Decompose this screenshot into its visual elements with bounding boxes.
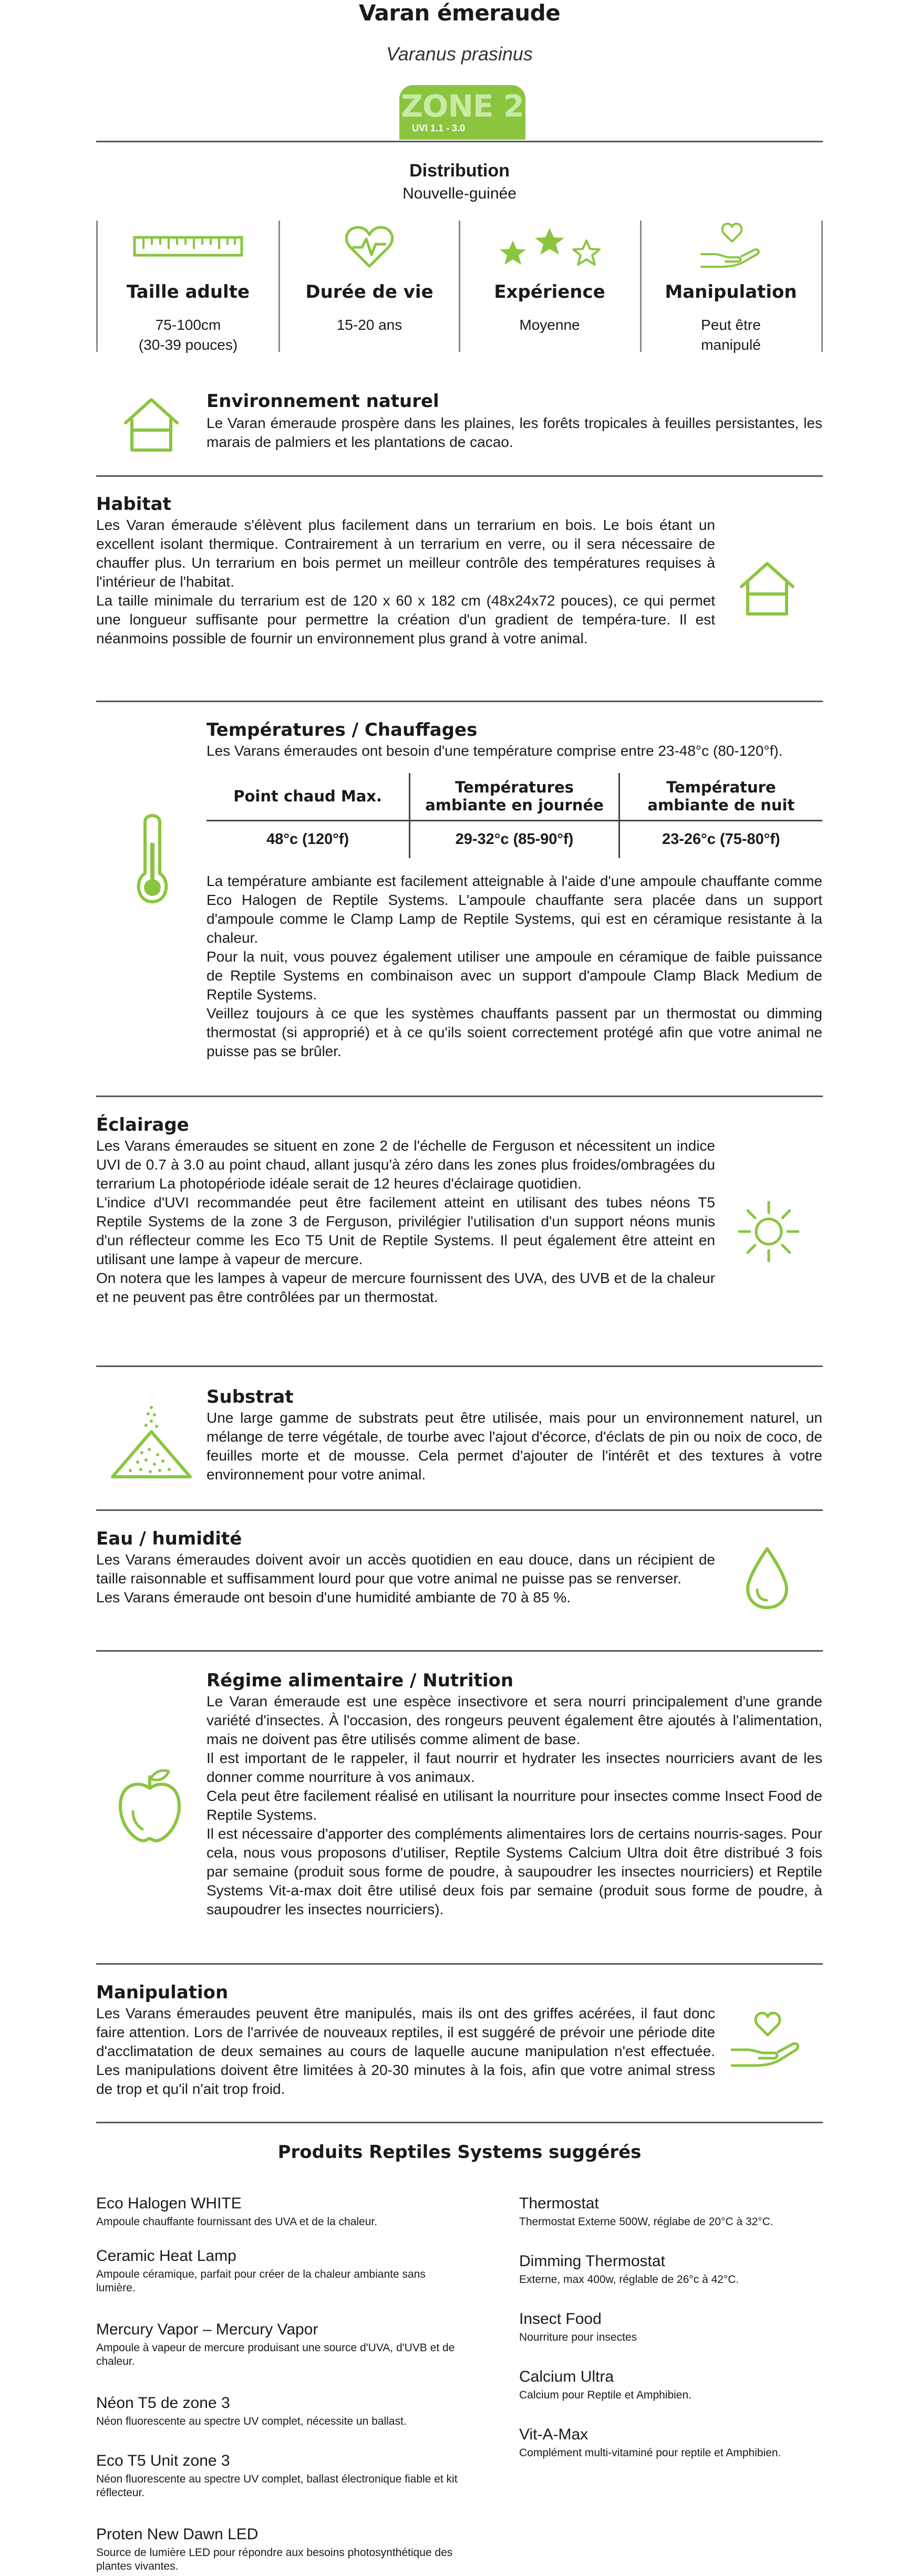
ruler-icon [99,221,277,273]
habitat-text: Les Varan émeraude s'élèvent plus facilement dans un terrarium en bois. Le bois étant un excellent isolant thermique. Contrairement à un terrarium en verre, ou il sera nécessaire de chauffer plus. Un terrarium en bois permet un meilleur contrôle des températures requises à l'intérieur de l'habitat. La taille minimale du terrarium est de 120 x 60 x 182 cm (48x24x72 pouces), ce qui permet une longueur suffisante pour permettre la création d'un gradient de tempéra-ture. Il est néanmoins possible de fournir un environnement plus grand à votre animal. [96,517,715,646]
hand-heart-icon [642,221,820,273]
divider [96,2122,823,2123]
stat-adult-size [99,221,277,352]
apple-icon [116,1766,184,1844]
habitat-heading: Habitat [96,494,171,515]
product-name: Eco T5 Unit zone 3 [96,2452,230,2469]
stat-handling [642,221,820,352]
zone-label: ZONE 2 [400,88,524,124]
stat-experience [460,221,639,352]
product-name: Thermostat [519,2195,599,2212]
hand-heart-icon [726,2006,805,2074]
temperatures-intro: Les Varans émeraudes ont besoin d'une température comprise entre 23-48°c (80-120°f). [206,743,783,759]
table-header: Température ambiante de nuit [619,773,822,820]
product-name: Mercury Vapor – Mercury Vapor [96,2321,318,2338]
product-desc: Source de lumière LED pour répondre aux besoins photosynthétique des plantes vivantes. [96,2547,453,2572]
uvi-range: UVI 1.1 - 3.0 [412,123,466,133]
product-name: Vit-A-Max [519,2426,588,2443]
product-item [519,2368,824,2402]
products-heading: Produits Reptiles Systems suggérés [277,2142,642,2163]
product-item [96,2394,464,2428]
lighting-heading: Éclairage [96,1114,189,1135]
product-name: Dimming Thermostat [519,2252,665,2270]
temperature-table [206,773,822,858]
product-desc: Nourriture pour insectes [519,2331,637,2343]
house-icon [736,557,799,620]
product-item [519,2252,824,2287]
stat-lifespan [280,221,459,352]
divider [96,475,823,477]
product-item [96,2247,464,2295]
divider [96,141,823,142]
page-title: Varan émeraude [358,0,561,26]
stat-label: Manipulation [665,281,797,303]
stat-value: 15-20 ans [336,317,402,333]
table-cell: 23-26°c (75-80°f) [619,820,822,858]
table-header: Températures ambiante en journée [410,773,619,820]
product-item [519,2310,824,2344]
temperatures-heading: Températures / Chauffages [206,719,478,741]
stat-value: Peut être manipulé [701,317,761,353]
distribution-heading: Distribution [409,161,510,181]
product-desc: Ampoule céramique, parfait pour créer de la chaleur ambiante sans lumière. [96,2268,426,2294]
stat-label: Expérience [494,281,605,303]
distribution-value: Nouvelle-guinée [402,185,517,202]
stat-value: Moyenne [519,317,580,333]
product-name: Insect Food [519,2310,602,2328]
divider [96,1096,823,1097]
product-name: Eco Halogen WHITE [96,2195,242,2212]
water-text: Les Varans émeraudes doivent avoir un accès quotidien en eau douce, dans un récipient de taille raisonnable et suffisamment lourd pour que votre animal ne puisse pas se renverser. Les Varans émeraude ont besoin d'une humidité ambiante de 70 à 85 %. [96,1551,715,1605]
water-heading: Eau / humidité [96,1528,242,1549]
product-desc: Ampoule chauffante fournissant des UVA et de la chaleur. [96,2216,378,2228]
substrate-pile-icon [109,1402,193,1481]
divider [96,701,823,702]
sun-icon [735,1197,803,1266]
stat-label: Durée de vie [305,281,433,303]
diet-heading: Régime alimentaire / Nutrition [206,1670,514,1691]
temperatures-text: La température ambiante est facilement atteignable à l'aide d'une ampoule chauffante comme Eco Halogen de Reptile Systems. L'ampoule chauffante sera placée dans un support d'ampoule comme le Clamp Lamp de Reptile Systems, qui est en céramique resistante à la chaleur. Pour la nuit, vous pouvez également utiliser une ampoule en céramique de faible puissance de Reptile Systems en combinaison avec un support d'ampoule Clamp Black Medium de Reptile Systems. Veillez toujours à ce que les systèmes chauffants passent par un thermostat ou dimming thermostat (si approprié) et à ce qu'ils soient correctement protégé afin que votre animal ne puisse pas se brûler. [206,873,822,1059]
handling-heading: Manipulation [96,1982,229,2003]
product-item [96,2525,464,2573]
product-item [519,2194,824,2229]
heartbeat-icon [280,221,459,273]
table-cell: 29-32°c (85-90°f) [410,820,619,858]
product-desc: Complément multi-vitaminé pour reptile et Amphibien. [519,2447,781,2459]
scientific-name: Varanus prasinus [386,43,533,65]
product-name: Néon T5 de zone 3 [96,2394,230,2412]
product-name: Ceramic Heat Lamp [96,2247,236,2265]
substrate-heading: Substrat [206,1386,294,1407]
divider [96,1509,823,1511]
thermometer-icon [121,809,184,909]
lighting-text: Les Varans émeraudes se situent en zone 2 de l'échelle de Ferguson et nécessitent un indice UVI de 0.7 à 3.0 au point chaud, allant jusqu'à zéro dans les zones plus froides/ombragées du terrarium La photopériode idéale serait de 12 heures d'éclairage quotidien. L'indice d'UVI recommandée peut être facilement atteint en utilisant des tubes néons T5 Reptile Systems de la zone 3 de Ferguson, privilégier l'utilisation d'un support néons munis d'un réflecteur comme les Eco T5 Unit de Reptile Systems. Il peut également être atteint en utilisant une lampe à vapeur de mercure. On notera que les lampes à vapeur de mercure fournissent des UVA, des UVB et de la chaleur et ne peuvent pas être contrôlées par un thermostat. [96,1138,715,1305]
divider [821,221,823,352]
water-drop-icon [741,1544,793,1612]
substrate-text: Une large gamme de substrats peut être utilisée, mais pour un environnement naturel, un mélange de terre végétale, de tourbe avec l'ajout d'écorce, d'éclats de pin ou noix de coco, de feuilles morte et de mousse. Cela permet d'ajouter de l'intérêt et des textures à votre environnement pour votre animal. [206,1410,822,1483]
environment-text: Le Varan émeraude prospère dans les plaines, les forêts tropicales à feuilles persistantes, les marais de palmiers et les plantations de cacao. [206,415,822,450]
product-desc: Externe, max 400w, réglable de 26°c à 42°C. [519,2273,739,2286]
divider [96,1650,823,1652]
product-name: Proten New Dawn LED [96,2526,259,2543]
product-desc: Néon fluorescente au spectre UV complet, ballast électronique fiable et kit réflecteur. [96,2473,458,2499]
table-cell: 48°c (120°f) [266,831,349,848]
stars-icon [460,221,639,273]
divider [96,1365,823,1367]
table-header: Point chaud Max. [206,773,410,820]
product-item [519,2425,824,2460]
stat-value: 75-100cm (30-39 pouces) [138,317,238,353]
product-item [96,2320,474,2369]
divider [96,221,98,352]
handling-text: Les Varans émeraudes peuvent être manipulés, mais ils ont des griffes acérées, il faut donc faire attention. Lors de l'arrivée de nouveaux reptiles, il est suggéré de prévoir une période dite d'acclimatation de deux semaines au cours de laquelle aucune manipulation n'est effectuée. Les manipulations doivent être limitées à 20-30 minutes à la fois, afin que votre animal stress de trop et qu'il n'ait trop froid. [96,2005,715,2097]
product-desc: Ampoule à vapeur de mercure produisant une source d'UVA, d'UVB et de chaleur. [96,2342,455,2368]
product-desc: Néon fluorescente au spectre UV complet, nécessite un ballast. [96,2415,407,2427]
house-icon [120,393,183,456]
product-item [96,2452,464,2500]
environment-heading: Environnement naturel [206,391,439,412]
diet-text: Le Varan émeraude est une espèce insectivore et sera nourri principalement d'une grande variété d'insectes. À l'occasion, des rongeurs peuvent également être ajoutés à l'alimentation, mais ne doivent pas être utilisés comme aliment de base. Il est important de le rappeler, il faut nourrir et hydrater les insectes nourriciers avant de les donner comme nourriture à vos animaux. Cela peut être facilement réalisé en utilisant la nourriture pour insectes comme Insect Food de Reptile Systems. Il est nécessaire d'apporter des compléments alimentaires lors de certains nourris-sages. Pour cela, nous vous proposons d'utiliser, Reptile Systems Calcium Ultra doit être distribué 3 fois par semaine (produit sous forme de poudre, à saupoudrer les insectes nourriciers) et Reptile Systems Vit-a-max doit être utilisé deux fois par semaine (produit sous forme de poudre, à saupoudrer les insectes nourriciers). [206,1693,822,1917]
product-item [96,2194,464,2229]
product-name: Calcium Ultra [519,2368,614,2385]
product-desc: Calcium pour Reptile et Amphibien. [519,2389,692,2401]
stat-label: Taille adulte [126,281,250,303]
product-desc: Thermostat Externe 500W, réglabe de 20°C à 32°C. [519,2216,773,2228]
divider [96,1963,823,1965]
ferguson-zone-badge [399,85,525,140]
